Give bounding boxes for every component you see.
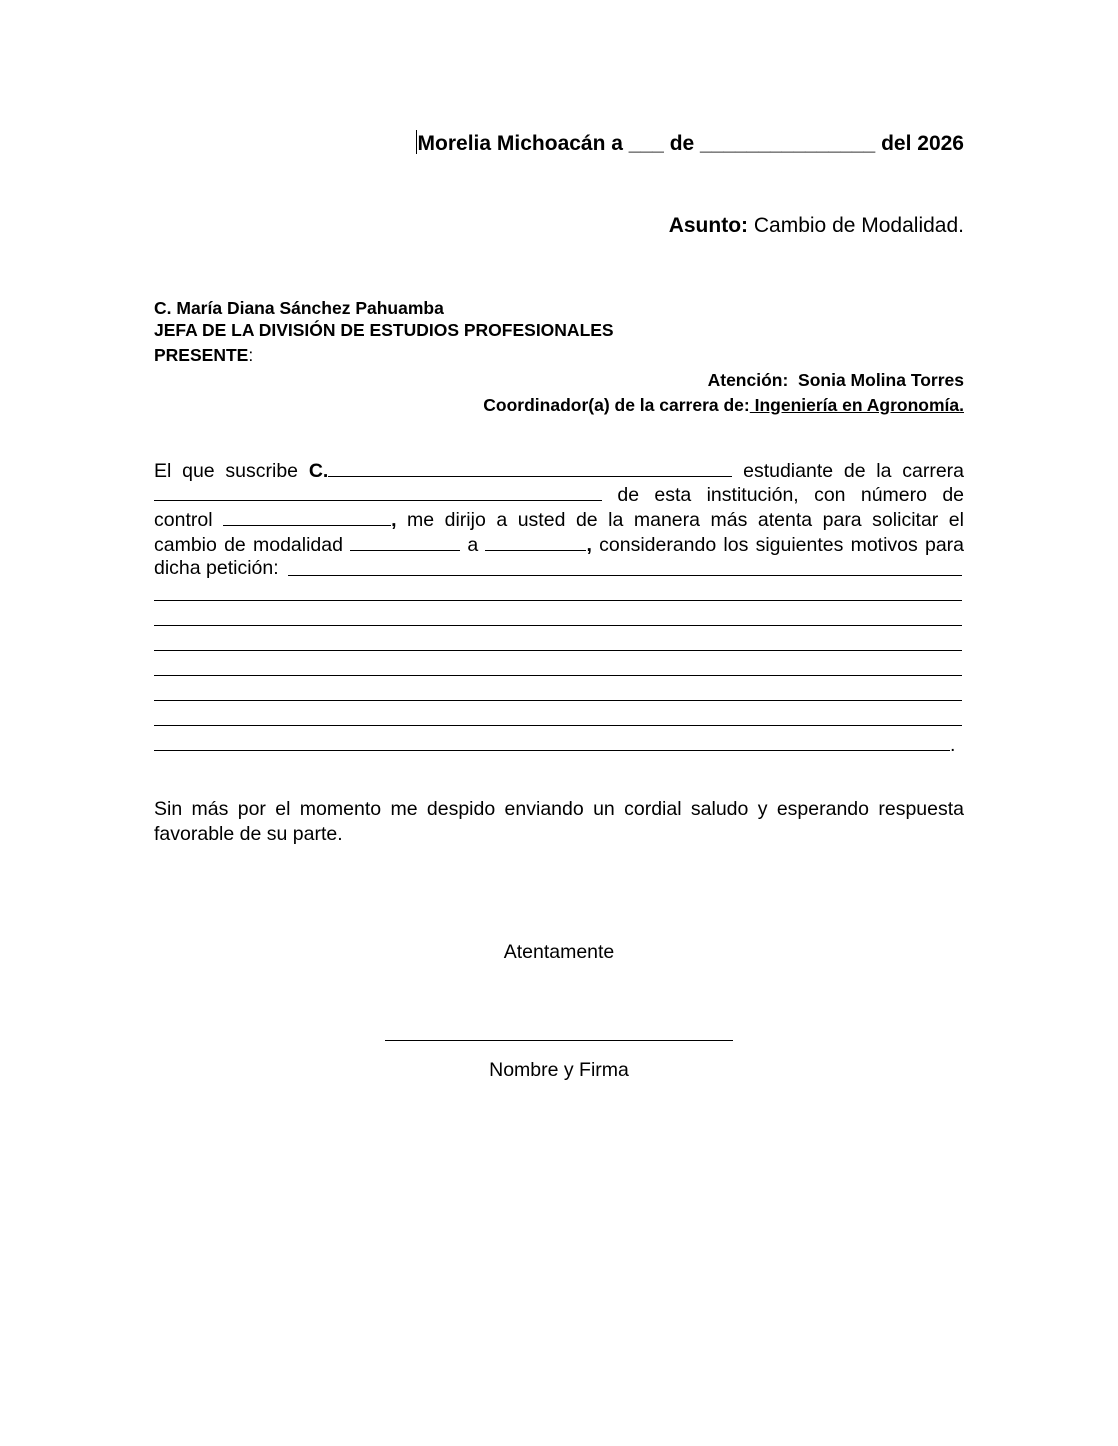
text-cursor [416,130,417,154]
reason-end-period: . [950,734,956,756]
recipient-name: C. María Diana Sánchez Pahuamba [154,298,444,318]
closing-line-2: favorable de su parte. [154,823,343,845]
name-blank [328,458,732,477]
reason-blank-6 [154,700,962,701]
reason-blank-4 [154,650,962,651]
body-text: El que suscribe [154,460,299,482]
closing-line-1: Sin más por el momento me despido enviando un cordial saludo y esperando respuesta [154,798,964,820]
body-text: cambio de modalidad [154,534,343,556]
subject-label: Asunto: [668,214,749,237]
body-line-2 [154,482,964,507]
modality-from-blank [350,532,460,551]
presente-colon: : [248,345,254,365]
recipient-position: JEFA DE LA DIVISIÓN DE ESTUDIOS PROFESIONALES [154,320,614,340]
body-line-1 [154,458,964,483]
body-line-5 [154,556,279,580]
attention-name: Sonia Molina Torres [798,370,964,390]
body-text: considerando los siguientes motivos para [599,534,965,556]
reason-blank-5 [154,675,962,676]
career-blank [154,482,602,501]
date-blank-month: _______________ [700,132,876,155]
date-prefix: Morelia Michoacán a [417,132,623,155]
date-de: de [669,132,695,155]
name-field [309,460,733,482]
regards: Atentamente [503,941,615,963]
date-year: del 2026 [881,132,964,155]
reason-blank-8 [154,750,950,751]
body-text: control [154,509,213,531]
reason-blank-7 [154,725,962,726]
control-field [223,509,396,531]
reason-blank-1 [288,575,962,576]
career-name: Ingeniería en Agronomía. [749,395,964,415]
attention-label: Atención: [707,370,789,390]
signature-label: Nombre y Firma [489,1059,629,1081]
attention-line [708,370,964,391]
body-line-3 [154,507,964,532]
reason-blank-2 [154,600,962,601]
control-number-blank [223,507,391,526]
reason-blank-3 [154,625,962,626]
comma: , [586,534,592,556]
coordinator-label: Coordinador(a) de la carrera de: [483,395,750,415]
body-text: a [467,534,479,556]
body-text: dicha petición: [154,557,279,579]
body-text: estudiante de la carrera [743,460,965,482]
c-prefix: C. [308,460,329,482]
date-blank-day: ___ [628,132,664,155]
body-text: de esta institución, con número de [617,484,965,506]
signature-line [385,1040,733,1041]
body-text: me dirijo a usted de la manera más atenta para solicitar el [407,509,964,531]
presente: PRESENTE [154,345,249,365]
coordinator-line [483,395,964,416]
presente-line [154,345,253,366]
body-line-4 [154,532,964,557]
subject-line [669,214,964,238]
comma: , [391,509,397,531]
modality-to-field [485,534,591,556]
subject-text: Cambio de Modalidad. [753,214,964,237]
date-line [416,130,964,156]
modality-to-blank [485,532,586,551]
